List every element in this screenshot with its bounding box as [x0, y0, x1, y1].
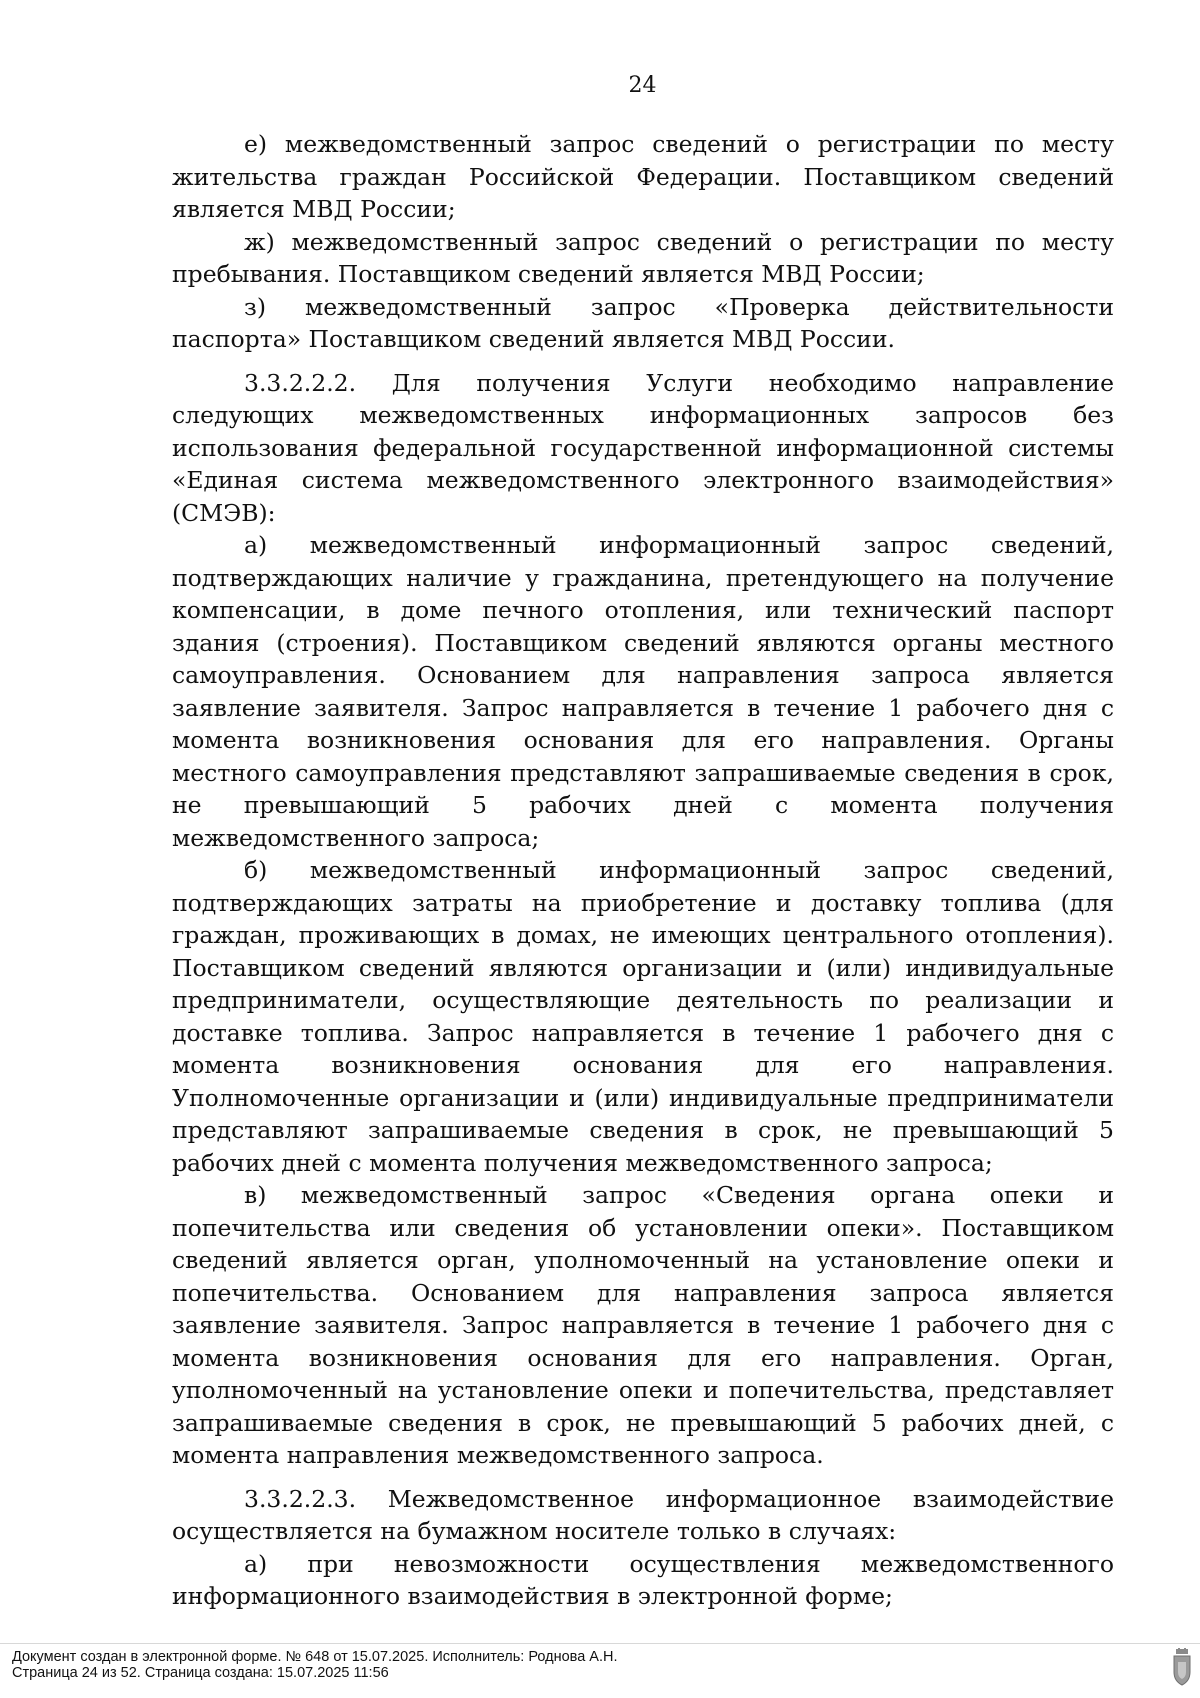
- coat-of-arms-icon: [1172, 1648, 1192, 1686]
- paragraph-v: в) межведомственный запрос «Сведения органа опеки и попечительства или сведения об установлении опеки». Поставщиком сведений является орган, уполномоченный на установление опеки и попечительства. Основанием для направления запроса является заявление заявителя. Запрос направляется в течение 1 рабочего дня с момента возникновения основания для его направления. Орган, уполномоченный на установление опеки и попечительства, представляет запрашиваемые сведения в срок, не превышающий 5 рабочих дней, с момента направления межведомственного запроса.: [172, 1181, 1114, 1469]
- document-footer: [12, 1649, 618, 1681]
- paragraph-zh: ж) межведомственный запрос сведений о регистрации по месту пребывания. Поставщиком сведений является МВД России;: [172, 227, 1114, 288]
- paragraph-e: е) межведомственный запрос сведений о регистрации по месту жительства граждан Российской Федерации. Поставщиком сведений является МВД России;: [172, 130, 1114, 223]
- footer-divider: [0, 1643, 1200, 1644]
- paragraph-a-2: а) при невозможности осуществления межведомственного информационного взаимодействия в электронной форме;: [172, 1549, 1114, 1610]
- document-body: [172, 128, 1114, 1613]
- section-3-3-2-2-3: 3.3.2.2.3. Межведомственное информационное взаимодействие осуществляется на бумажном носителе только в случаях:: [172, 1484, 1114, 1545]
- paragraph-z: з) межведомственный запрос «Проверка действительности паспорта» Поставщиком сведений является МВД России.: [172, 292, 1114, 353]
- page-number: 24: [628, 73, 657, 98]
- footer-page-info: Страница 24 из 52. Страница создана: 15.07.2025 11:56: [12, 1665, 389, 1681]
- paragraph-a: а) межведомственный информационный запрос сведений, подтверждающих наличие у гражданина, претендующего на получение компенсации, в доме печного отопления, или технический паспорт здания (строения). Поставщиком сведений являются органы местного самоуправления. Основанием для направления запроса является заявление заявителя. Запрос направляется в течение 1 рабочего дня с момента возникновения основания для его направления. Органы местного самоуправления представляют запрашиваемые сведения в срок, не превышающий 5 рабочих дней с момента получения межведомственного запроса;: [172, 531, 1114, 852]
- footer-document-info: Документ создан в электронной форме. № 648 от 15.07.2025. Исполнитель: Роднова А.Н.: [12, 1649, 618, 1665]
- paragraph-b: б) межведомственный информационный запрос сведений, подтверждающих затраты на приобретение и доставку топлива (для граждан, проживающих в домах, не имеющих центрального отопления). Поставщиком сведений являются организации и (или) индивидуальные предприниматели, осуществляющие деятельность по реализации и доставке топлива. Запрос направляется в течение 1 рабочего дня с момента возникновения основания для его направления. Уполномоченные организации и (или) индивидуальные предприниматели представляют запрашиваемые сведения в срок, не превышающий 5 рабочих дней с момента получения межведомственного запроса;: [172, 856, 1114, 1177]
- section-3-3-2-2-2: 3.3.2.2.2. Для получения Услуги необходимо направление следующих межведомственных информационных запросов без использования федеральной государственной информационной системы «Единая система межведомственного электронного взаимодействия» (СМЭВ):: [172, 368, 1114, 527]
